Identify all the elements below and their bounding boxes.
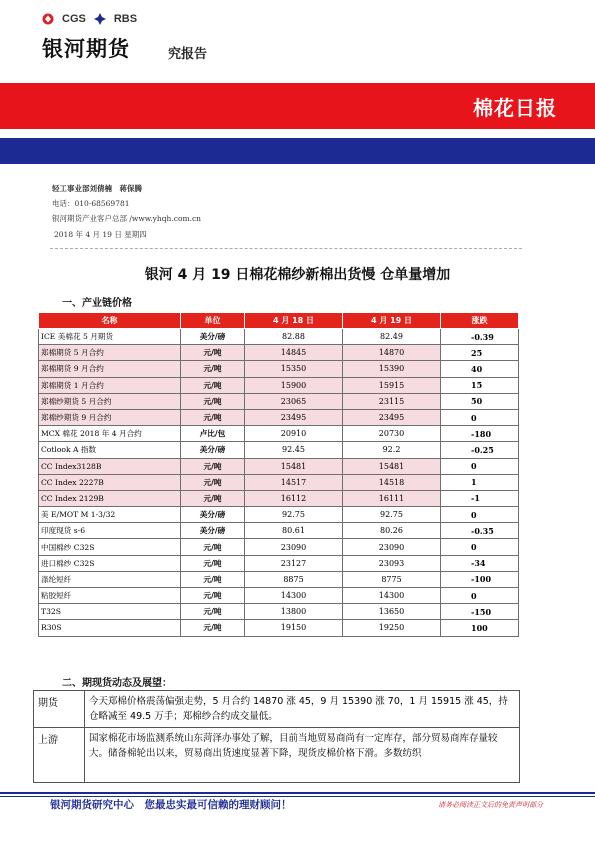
table-row: [39, 409, 519, 425]
cell-apr19: 14870: [343, 345, 441, 361]
header-apr18: 4 月 18 日: [245, 313, 343, 329]
cell-apr19: 92.2: [343, 442, 441, 458]
cell-unit: 元/吨: [181, 409, 245, 425]
table-row: [39, 539, 519, 555]
website-line: 银河期货产业客户总部 /www.yhqh.com.cn: [52, 214, 201, 223]
cell-apr19: 15481: [343, 458, 441, 474]
cell-apr18: 16112: [245, 490, 343, 506]
headline: 银河 4 月 19 日棉花棉纱新棉出货慢 仓单量增加: [144, 267, 451, 283]
cell-apr18: 13800: [245, 604, 343, 620]
cell-apr19: 23495: [343, 409, 441, 425]
cell-apr18: 23090: [245, 539, 343, 555]
cell-name: CC Index 2129B: [39, 490, 181, 506]
cell-unit: 元/吨: [181, 571, 245, 587]
dynamics-table: [33, 690, 520, 783]
cell-name: 涤纶短纤: [39, 571, 181, 587]
rbs-logo-icon: [94, 13, 106, 25]
cell-change: 1: [441, 474, 519, 490]
cell-change: 50: [441, 393, 519, 409]
table-row: [34, 691, 520, 728]
cell-apr19: 15915: [343, 377, 441, 393]
cell-name: R30S: [39, 620, 181, 636]
cell-change: 0: [441, 539, 519, 555]
section-title-dynamics: 二、期现货动态及展望：: [62, 678, 172, 689]
table-row: [39, 604, 519, 620]
cell-apr19: 16111: [343, 490, 441, 506]
cell-unit: 元/吨: [181, 474, 245, 490]
cell-apr18: 80.61: [245, 523, 343, 539]
cell-name: 美 E/MOT M 1-3/32: [39, 507, 181, 523]
table-row: [39, 361, 519, 377]
cell-change: 0: [441, 409, 519, 425]
table-row: [39, 393, 519, 409]
cell-apr19: 23090: [343, 539, 441, 555]
cell-unit: 元/吨: [181, 588, 245, 604]
cell-change: -150: [441, 604, 519, 620]
table-row: [34, 728, 520, 783]
dynamics-text: 国家棉花市场监测系统山东菏泽办事处了解，目前当地贸易商尚有一定库存，部分贸易商库存量较大。储备棉轮出以来，贸易商出货速度显著下降，现货皮棉价格下滑。多数纺织: [85, 728, 520, 783]
date-line: 2018 年 4 月 19 日 星期四: [54, 230, 147, 239]
cell-apr19: 92.75: [343, 507, 441, 523]
cell-unit: 元/吨: [181, 361, 245, 377]
dynamics-label: 上游: [34, 728, 85, 783]
cell-apr19: 8775: [343, 571, 441, 587]
cell-unit: 卢比/包: [181, 426, 245, 442]
cell-unit: 元/吨: [181, 377, 245, 393]
table-row: [39, 490, 519, 506]
cell-apr19: 23115: [343, 393, 441, 409]
footer-disclaimer: 请务必阅读正文后的免责声明部分: [438, 801, 543, 809]
cell-apr18: 14517: [245, 474, 343, 490]
cell-apr18: 14300: [245, 588, 343, 604]
cell-apr18: 15900: [245, 377, 343, 393]
cell-unit: 元/吨: [181, 604, 245, 620]
cell-unit: 元/吨: [181, 458, 245, 474]
cell-unit: 美分/磅: [181, 507, 245, 523]
table-row: [39, 458, 519, 474]
cell-apr18: 92.75: [245, 507, 343, 523]
logo-cgs-text: CGS: [62, 13, 86, 25]
cgs-logo-icon: [42, 13, 54, 25]
header-apr19: 4 月 19 日: [343, 313, 441, 329]
cell-name: MCX 棉花 2018 年 4 月合约: [39, 426, 181, 442]
analyst-line: 轻工事业部刘倩楠 蒋保腾: [52, 184, 142, 193]
cell-unit: 元/吨: [181, 555, 245, 571]
cell-unit: 元/吨: [181, 393, 245, 409]
header-unit: 单位: [181, 313, 245, 329]
cell-change: 15: [441, 377, 519, 393]
cell-name: 郑棉期货 1 月合约: [39, 377, 181, 393]
cell-change: 100: [441, 620, 519, 636]
cell-unit: 元/吨: [181, 539, 245, 555]
table-row: [39, 329, 519, 345]
cell-name: 印度现货 s-6: [39, 523, 181, 539]
cell-change: 40: [441, 361, 519, 377]
cell-apr18: 20910: [245, 426, 343, 442]
footer-rule: [0, 792, 595, 794]
cell-apr19: 23093: [343, 555, 441, 571]
cell-apr18: 14845: [245, 345, 343, 361]
cell-unit: 美分/磅: [181, 442, 245, 458]
table-row: [39, 620, 519, 636]
cell-unit: 美分/磅: [181, 523, 245, 539]
cell-change: -1: [441, 490, 519, 506]
company-name: 银河期货: [42, 37, 130, 61]
header-name: 名称: [39, 313, 181, 329]
table-row: [39, 377, 519, 393]
cell-apr19: 82.49: [343, 329, 441, 345]
section-title-prices: 一、产业链价格: [62, 298, 132, 309]
cell-unit: 美分/磅: [181, 329, 245, 345]
cell-apr18: 23495: [245, 409, 343, 425]
cell-change: -0.25: [441, 442, 519, 458]
table-row: [39, 426, 519, 442]
dynamics-label: 期货: [34, 691, 85, 728]
cell-name: T32S: [39, 604, 181, 620]
cell-name: 郑棉纱期货 9 月合约: [39, 409, 181, 425]
table-header-row: [39, 313, 519, 329]
header-change: 涨跌: [441, 313, 519, 329]
cell-change: -100: [441, 571, 519, 587]
cell-apr19: 19250: [343, 620, 441, 636]
cell-change: -180: [441, 426, 519, 442]
table-row: [39, 588, 519, 604]
cell-name: 郑棉纱期货 5 月合约: [39, 393, 181, 409]
table-row: [39, 571, 519, 587]
table-row: [39, 474, 519, 490]
cell-change: 0: [441, 588, 519, 604]
dynamics-text: 今天郑棉价格震荡偏强走势，5 月合约 14870 涨 45，9 月 15390 涨 70，1 月 15915 涨 45，持仓略减至 49.5 万手；郑棉纱合约成交量低。: [85, 691, 520, 728]
divider: [50, 248, 522, 249]
cell-unit: 元/吨: [181, 490, 245, 506]
cell-name: 进口棉纱 C32S: [39, 555, 181, 571]
cell-apr18: 23127: [245, 555, 343, 571]
table-row: [39, 442, 519, 458]
cell-change: 0: [441, 458, 519, 474]
cell-unit: 元/吨: [181, 620, 245, 636]
report-type: 究报告: [168, 47, 208, 62]
cell-apr18: 23065: [245, 393, 343, 409]
table-row: [39, 345, 519, 361]
cell-apr19: 80.26: [343, 523, 441, 539]
cell-apr19: 14300: [343, 588, 441, 604]
table-row: [39, 507, 519, 523]
logo-group: [42, 13, 137, 25]
cell-apr18: 8875: [245, 571, 343, 587]
logo-rbs-text: RBS: [113, 13, 138, 25]
cell-change: 0: [441, 507, 519, 523]
cell-apr18: 15481: [245, 458, 343, 474]
table-row: [39, 555, 519, 571]
cell-apr19: 14518: [343, 474, 441, 490]
cell-name: Cotlook A 指数: [39, 442, 181, 458]
cell-name: CC Index3128B: [39, 458, 181, 474]
cell-apr18: 82.88: [245, 329, 343, 345]
table-row: [39, 523, 519, 539]
report-title: 棉花日报: [473, 96, 557, 120]
phone-line: 电话：010-68569781: [52, 199, 130, 208]
cell-name: 郑棉期货 9 月合约: [39, 361, 181, 377]
cell-change: -0.35: [441, 523, 519, 539]
cell-apr19: 20730: [343, 426, 441, 442]
cell-unit: 元/吨: [181, 345, 245, 361]
cell-apr18: 15350: [245, 361, 343, 377]
cell-name: 郑棉期货 5 月合约: [39, 345, 181, 361]
cell-apr18: 19150: [245, 620, 343, 636]
cell-change: 25: [441, 345, 519, 361]
cell-name: 中国棉纱 C32S: [39, 539, 181, 555]
header-navy-band: [0, 138, 595, 164]
cell-change: -0.39: [441, 329, 519, 345]
cell-apr18: 92.45: [245, 442, 343, 458]
cell-apr19: 13650: [343, 604, 441, 620]
footer-slogan: 银河期货研究中心 您最忠实最可信赖的理财顾问！: [50, 799, 292, 811]
cell-apr19: 15390: [343, 361, 441, 377]
cell-name: 粘胶短纤: [39, 588, 181, 604]
cell-change: -34: [441, 555, 519, 571]
cell-name: ICE 美棉花 5 月期货: [39, 329, 181, 345]
cell-name: CC Index 2227B: [39, 474, 181, 490]
price-table: [38, 312, 519, 637]
